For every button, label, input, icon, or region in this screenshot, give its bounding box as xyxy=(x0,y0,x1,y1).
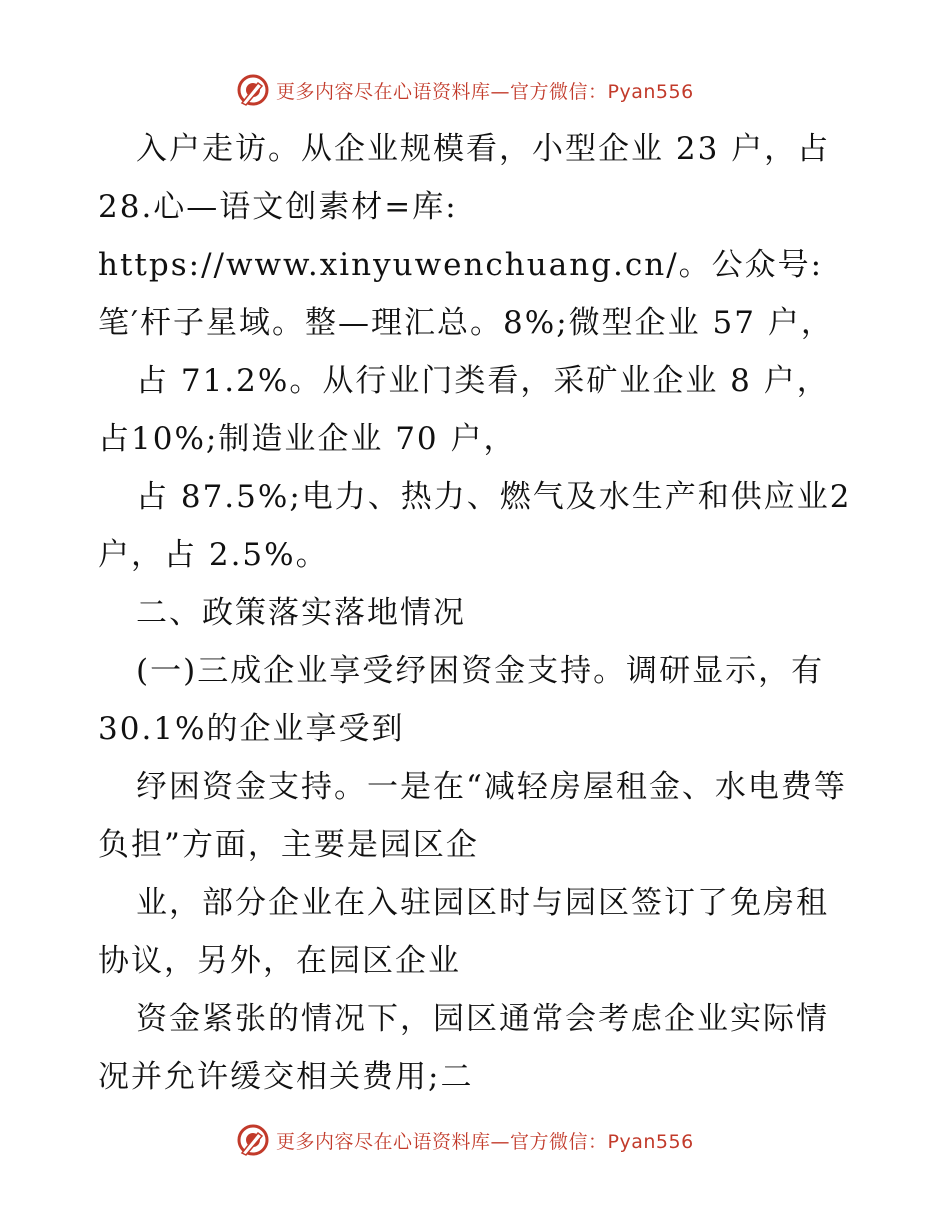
paragraph: 占 87.5%;电力、热力、燃气及水生产和供应业2 户，占 2.5%。 xyxy=(98,479,852,573)
paragraph: 入户走访。从企业规模看，小型企业 23 户，占28.心—语文创素材=库: https://www.xinyuwenchuang.cn/。公众号: 笔′杆子星域。整—理汇总。8%;微型企业 57 户， xyxy=(98,131,834,341)
watermark-banner-top xyxy=(236,70,694,110)
section-heading: 二、政策落实落地情况 xyxy=(136,595,466,631)
paragraph: (一)三成企业享受纾困资金支持。调研显示，有30.1%的企业享受到 xyxy=(98,653,825,747)
paragraph: 业，部分企业在入驻园区时与园区签订了免房租协议，另外，在园区企业 xyxy=(98,885,829,979)
watermark-banner-bottom xyxy=(236,1120,694,1160)
watermark-text: 更多内容尽在心语资料库—官方微信：Pyan556 xyxy=(276,1130,694,1153)
watermark-text: 更多内容尽在心语资料库—官方微信：Pyan556 xyxy=(276,80,694,103)
paragraph: 纾困资金支持。一是在“减轻房屋租金、水电费等负担”方面，主要是园区企 xyxy=(98,769,847,863)
paragraph: 占 71.2%。从行业门类看，采矿业企业 8 户，占10%;制造业企业 70 户， xyxy=(98,363,830,457)
pen-logo-icon xyxy=(236,1123,270,1157)
paragraph: 资金紧张的情况下，园区通常会考虑企业实际情况并允许缓交相关费用;二 xyxy=(98,1001,829,1095)
pen-logo-icon xyxy=(236,73,270,107)
document-body xyxy=(98,120,858,1106)
